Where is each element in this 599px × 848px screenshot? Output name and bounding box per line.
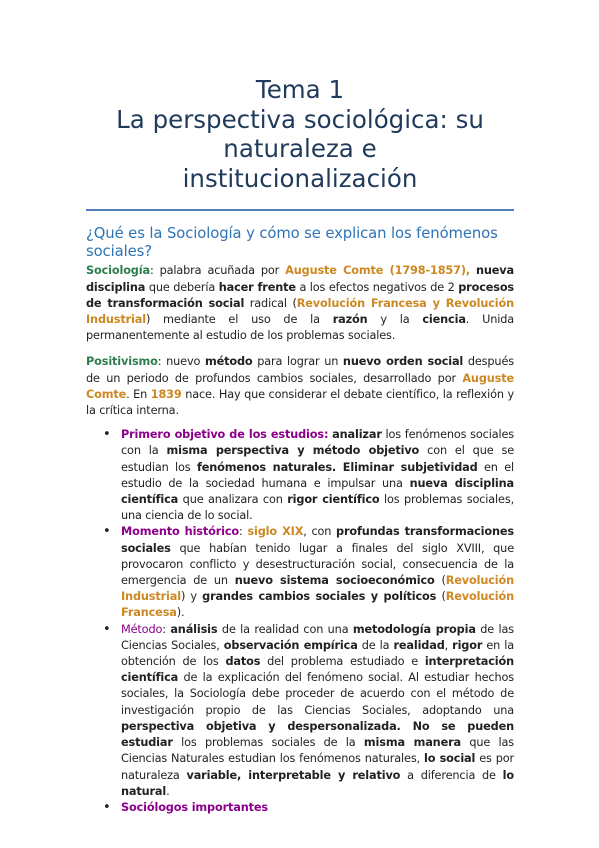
text: que habían tenido lugar a finales del siglo XVIII, que provocaron conflicto y desestructuración social, consecuencia de la emergencia de un — [121, 541, 514, 588]
text: , con — [303, 525, 337, 539]
bold-text: metodología propia — [352, 622, 476, 636]
list-item-heading: Momento histórico — [121, 525, 240, 539]
text: ) y — [180, 590, 203, 604]
text: los problemas sociales de la — [172, 736, 364, 750]
text: ). — [176, 606, 185, 620]
document-page — [86, 0, 514, 816]
text: a diferencia de — [400, 768, 503, 782]
text: de la explicación del fenómeno social. Al estudiar hechos sociales, la Sociología debe proceder de acuerdo con el método de investigación propio de las Ciencias Sociales, adoptando una — [121, 671, 514, 717]
page-title — [86, 75, 514, 193]
term-sociologia: Sociología — [86, 264, 150, 278]
bold-text: hacer frente — [218, 280, 296, 294]
text: que analizara con — [178, 493, 288, 507]
bold-text: razón — [332, 313, 368, 327]
term-revoluciones: Revolución Francesa y Revolución Industrial — [86, 296, 514, 327]
term-1839: 1839 — [150, 387, 182, 401]
text: que las Ciencias Naturales estudian los fenómenos naturales, — [121, 736, 514, 766]
list-item-heading: Primero objetivo de los estudios: — [121, 428, 329, 442]
bold-text: profundas transformaciones sociales — [121, 525, 514, 555]
term-revolucion-industrial: Revolución Industrial — [121, 574, 515, 604]
text: . — [166, 784, 170, 798]
bold-text: misma perspectiva y método objetivo — [166, 444, 420, 458]
bold-text: nueva disciplina científica — [121, 476, 514, 507]
text: del problema estudiado e — [260, 655, 425, 669]
text: después de un periodo de profundos cambios sociales, desarrollado por — [86, 355, 514, 385]
text: a los efectos negativos de 2 — [295, 280, 459, 294]
text: que debería — [145, 280, 219, 294]
text: en el estudio de la sociedad humana e impulsar una — [121, 460, 514, 490]
bold-text: variable, interpretable y relativo — [186, 768, 401, 782]
bold-text: procesos de transformación social — [86, 280, 515, 310]
text: : — [162, 622, 171, 636]
term-siglo-xix: siglo XIX — [247, 525, 304, 539]
paragraph-sociologia — [86, 263, 514, 344]
bold-text: fenómenos naturales. Eliminar subjetividad — [196, 460, 478, 474]
text: , — [444, 638, 453, 652]
bold-text: nuevo sistema socioeconómico — [234, 574, 435, 588]
list-item — [86, 800, 514, 816]
text: y la — [367, 313, 423, 327]
text: es por naturaleza — [121, 752, 514, 782]
bold-text: grandes cambios sociales y políticos — [202, 590, 437, 604]
text: ) mediante el uso de la — [145, 313, 333, 327]
title-line-1: Tema 1 — [255, 75, 345, 104]
bold-text: analizar — [332, 428, 382, 442]
paragraph-positivismo — [86, 354, 514, 419]
title-line-3: naturaleza e — [223, 134, 377, 163]
bold-text: interpretación científica — [121, 655, 514, 685]
bold-text: datos — [225, 655, 261, 669]
bold-text: misma manera — [363, 736, 461, 750]
title-divider — [86, 209, 514, 211]
text: . Unida permanentemente al estudio de los problemas sociales. — [86, 313, 514, 343]
text: los fenómenos sociales con la — [121, 428, 515, 458]
list-item — [86, 524, 514, 621]
section-heading: ¿Qué es la Sociología y cómo se explican los fenómenos sociales? — [86, 225, 498, 261]
bullet-list — [86, 427, 514, 816]
list-item — [86, 427, 514, 524]
text: para lograr un — [252, 355, 343, 369]
bold-text: ciencia — [422, 313, 466, 327]
term-positivismo: Positivismo — [86, 355, 158, 369]
bold-text: análisis — [170, 622, 218, 636]
text: en la obtención de los — [121, 638, 514, 669]
text: de la realidad con una — [217, 622, 353, 636]
bold-text: lo natural — [121, 768, 515, 798]
text: de las Ciencias Sociales, — [121, 622, 514, 652]
title-line-2: La perspectiva sociológica: su — [116, 104, 484, 134]
text: : — [239, 525, 248, 539]
bold-text: lo social — [423, 752, 476, 766]
list-item-heading: Sociólogos importantes — [121, 800, 268, 814]
bold-text: rigor — [452, 638, 483, 652]
text: : nuevo — [157, 355, 205, 369]
bold-text: nuevo orden social — [342, 355, 464, 369]
title-line-4: institucionalización — [182, 163, 418, 193]
list-item-heading: Método — [121, 622, 163, 636]
term-revolucion-francesa: Revolución Francesa — [121, 590, 514, 620]
text: los problemas sociales, una ciencia de lo social. — [121, 493, 515, 523]
text: radical ( — [244, 296, 297, 310]
text: de la — [357, 638, 394, 652]
text: . En — [126, 387, 151, 401]
bold-text: método — [204, 355, 253, 369]
bold-text: rigor científico — [287, 493, 380, 507]
bold-text: realidad — [393, 638, 445, 652]
bold-text: perspectiva objetiva y despersonalizada. No se pueden estudiar — [121, 719, 514, 750]
text: ( — [434, 574, 446, 588]
text: nace. Hay que considerar el debate científico, la reflexión y la crítica interna. — [86, 387, 514, 418]
bold-text: nueva disciplina — [86, 264, 514, 294]
text: con el que se estudian los — [121, 444, 514, 474]
bold-text: observación empírica — [223, 638, 358, 652]
text: ( — [436, 590, 446, 604]
term-auguste-comte: Auguste Comte — [86, 371, 514, 401]
list-item — [86, 622, 514, 800]
text: : palabra acuñada por — [149, 264, 286, 278]
term-auguste-comte: Auguste Comte (1798-1857), — [285, 264, 470, 278]
